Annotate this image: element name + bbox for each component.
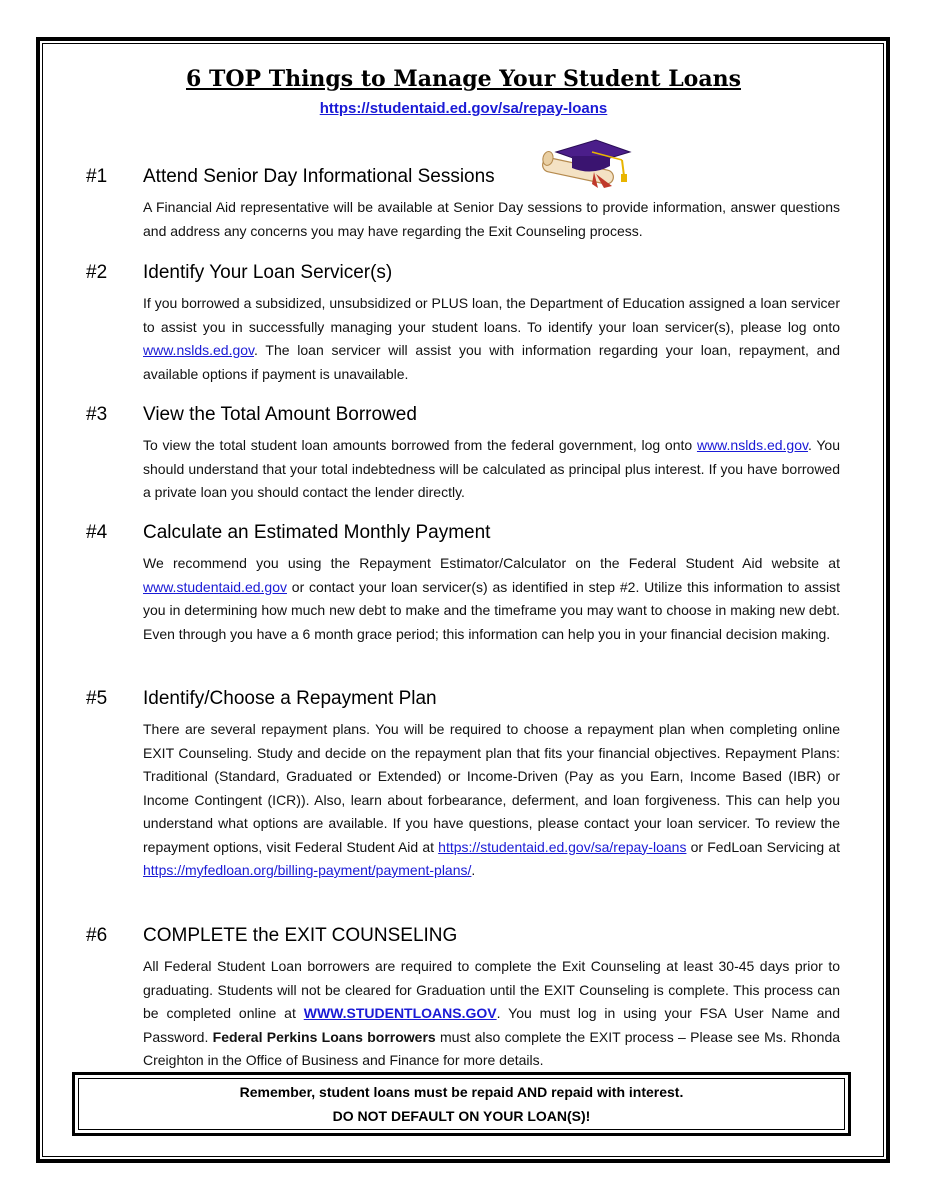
perkins-borrowers-text: Federal Perkins Loans borrowers bbox=[212, 1028, 436, 1045]
section-body: All Federal Student Loan borrowers are required to complete the Exit Counseling at least 30-45 days prior to graduating. Students will not be cleared for Graduation until the EXIT Counseling is complete. This process can be completed online at WWW.STUDENTLOANS.GOV. You must log in using your FSA User Name and Password. Federal Perkins Loans borrowers must also complete the EXIT process – Please see Ms. Rhonda Creighton in the Office of Business and Finance for more details. bbox=[143, 958, 841, 1068]
section-body: We recommend you using the Repayment Estimator/Calculator on the Federal Student Aid website at www.studentaid.ed.gov or contact your loan servicer(s) as identified in step #2. Utilize this information to assist you in determining how much new debt to make and the timeframe you may want to choose in making new debt. Even through you have a 6 month grace period; this information can help you in your financial decision making. bbox=[143, 555, 840, 642]
nslds-link[interactable]: www.nslds.ed.gov bbox=[143, 342, 255, 358]
studentaid-link[interactable]: www.studentaid.ed.gov bbox=[143, 578, 287, 595]
section-number: #1 bbox=[86, 166, 108, 187]
section-number: #4 bbox=[86, 522, 108, 543]
reminder-line-2: DO NOT DEFAULT ON YOUR LOAN(S)! bbox=[332, 1108, 591, 1124]
reminder-box bbox=[72, 1072, 851, 1136]
graduation-cap-diploma-icon bbox=[534, 138, 634, 199]
section-title: Identify/Choose a Repayment Plan bbox=[143, 688, 437, 709]
section-body: To view the total student loan amounts borrowed from the federal government, log onto www.nslds.ed.gov. You should understand that your total indebtedness will be calculated as principal plus interest. If you have borrowed a private loan you should contact the lender directly. bbox=[143, 437, 840, 500]
section-title: Calculate an Estimated Monthly Payment bbox=[143, 522, 491, 543]
section-body: A Financial Aid representative will be available at Senior Day sessions to provide information, answer questions and address any concerns you may have regarding the Exit Counseling process. bbox=[143, 199, 840, 239]
section-number: #5 bbox=[86, 688, 108, 709]
repay-loans-link[interactable]: https://studentaid.ed.gov/sa/repay-loans bbox=[438, 838, 687, 855]
section-title: Attend Senior Day Informational Sessions bbox=[143, 166, 495, 187]
repay-loans-link[interactable]: https://studentaid.ed.gov/sa/repay-loans bbox=[319, 100, 608, 117]
section-number: #3 bbox=[86, 404, 108, 425]
studentloans-link[interactable]: WWW.STUDENTLOANS.GOV bbox=[303, 1005, 497, 1021]
section-title: COMPLETE the EXIT COUNSELING bbox=[143, 925, 458, 946]
section-title: Identify Your Loan Servicer(s) bbox=[143, 262, 393, 283]
section-number: #2 bbox=[86, 262, 108, 283]
section-title: View the Total Amount Borrowed bbox=[143, 404, 417, 425]
page-title: 6 TOP Things to Manage Your Student Loans bbox=[186, 66, 741, 92]
fedloan-payment-plans-link[interactable]: https://myfedloan.org/billing-payment/payment-plans/ bbox=[143, 862, 472, 878]
nslds-link[interactable]: www.nslds.ed.gov bbox=[696, 437, 808, 453]
section-body: There are several repayment plans. You will be required to choose a repayment plan when completing online EXIT Counseling. Study and decide on the repayment plan that fits your financial objectives. Repayment Plans: Traditional (Standard, Graduated or Extended) or Income-Driven (Pay as you Earn, Income Based (IBR) or Income Contingent (ICR)). Also, learn about forbearance, deferment, and loan forgiveness. This can help you understand what options are available. If you have questions, please contact your loan servicer. To review the repayment options, visit Federal Student Aid at https://studentaid.ed.gov/sa/repay-loans or FedLoan Servicing at https://myfedloan.org/billing-payment/payment-plans/. bbox=[143, 721, 841, 878]
section-number: #6 bbox=[86, 925, 108, 946]
reminder-line-1: Remember, student loans must be repaid AND repaid with interest. bbox=[239, 1084, 684, 1100]
section-body: If you borrowed a subsidized, unsubsidized or PLUS loan, the Department of Education assigned a loan servicer to assist you in successfully managing your student loans. To identify your loan servicer(s), please log onto www.nslds.ed.gov. The loan servicer will assist you with information regarding your loan, repayment, and available options if payment is unavailable. bbox=[143, 295, 840, 382]
